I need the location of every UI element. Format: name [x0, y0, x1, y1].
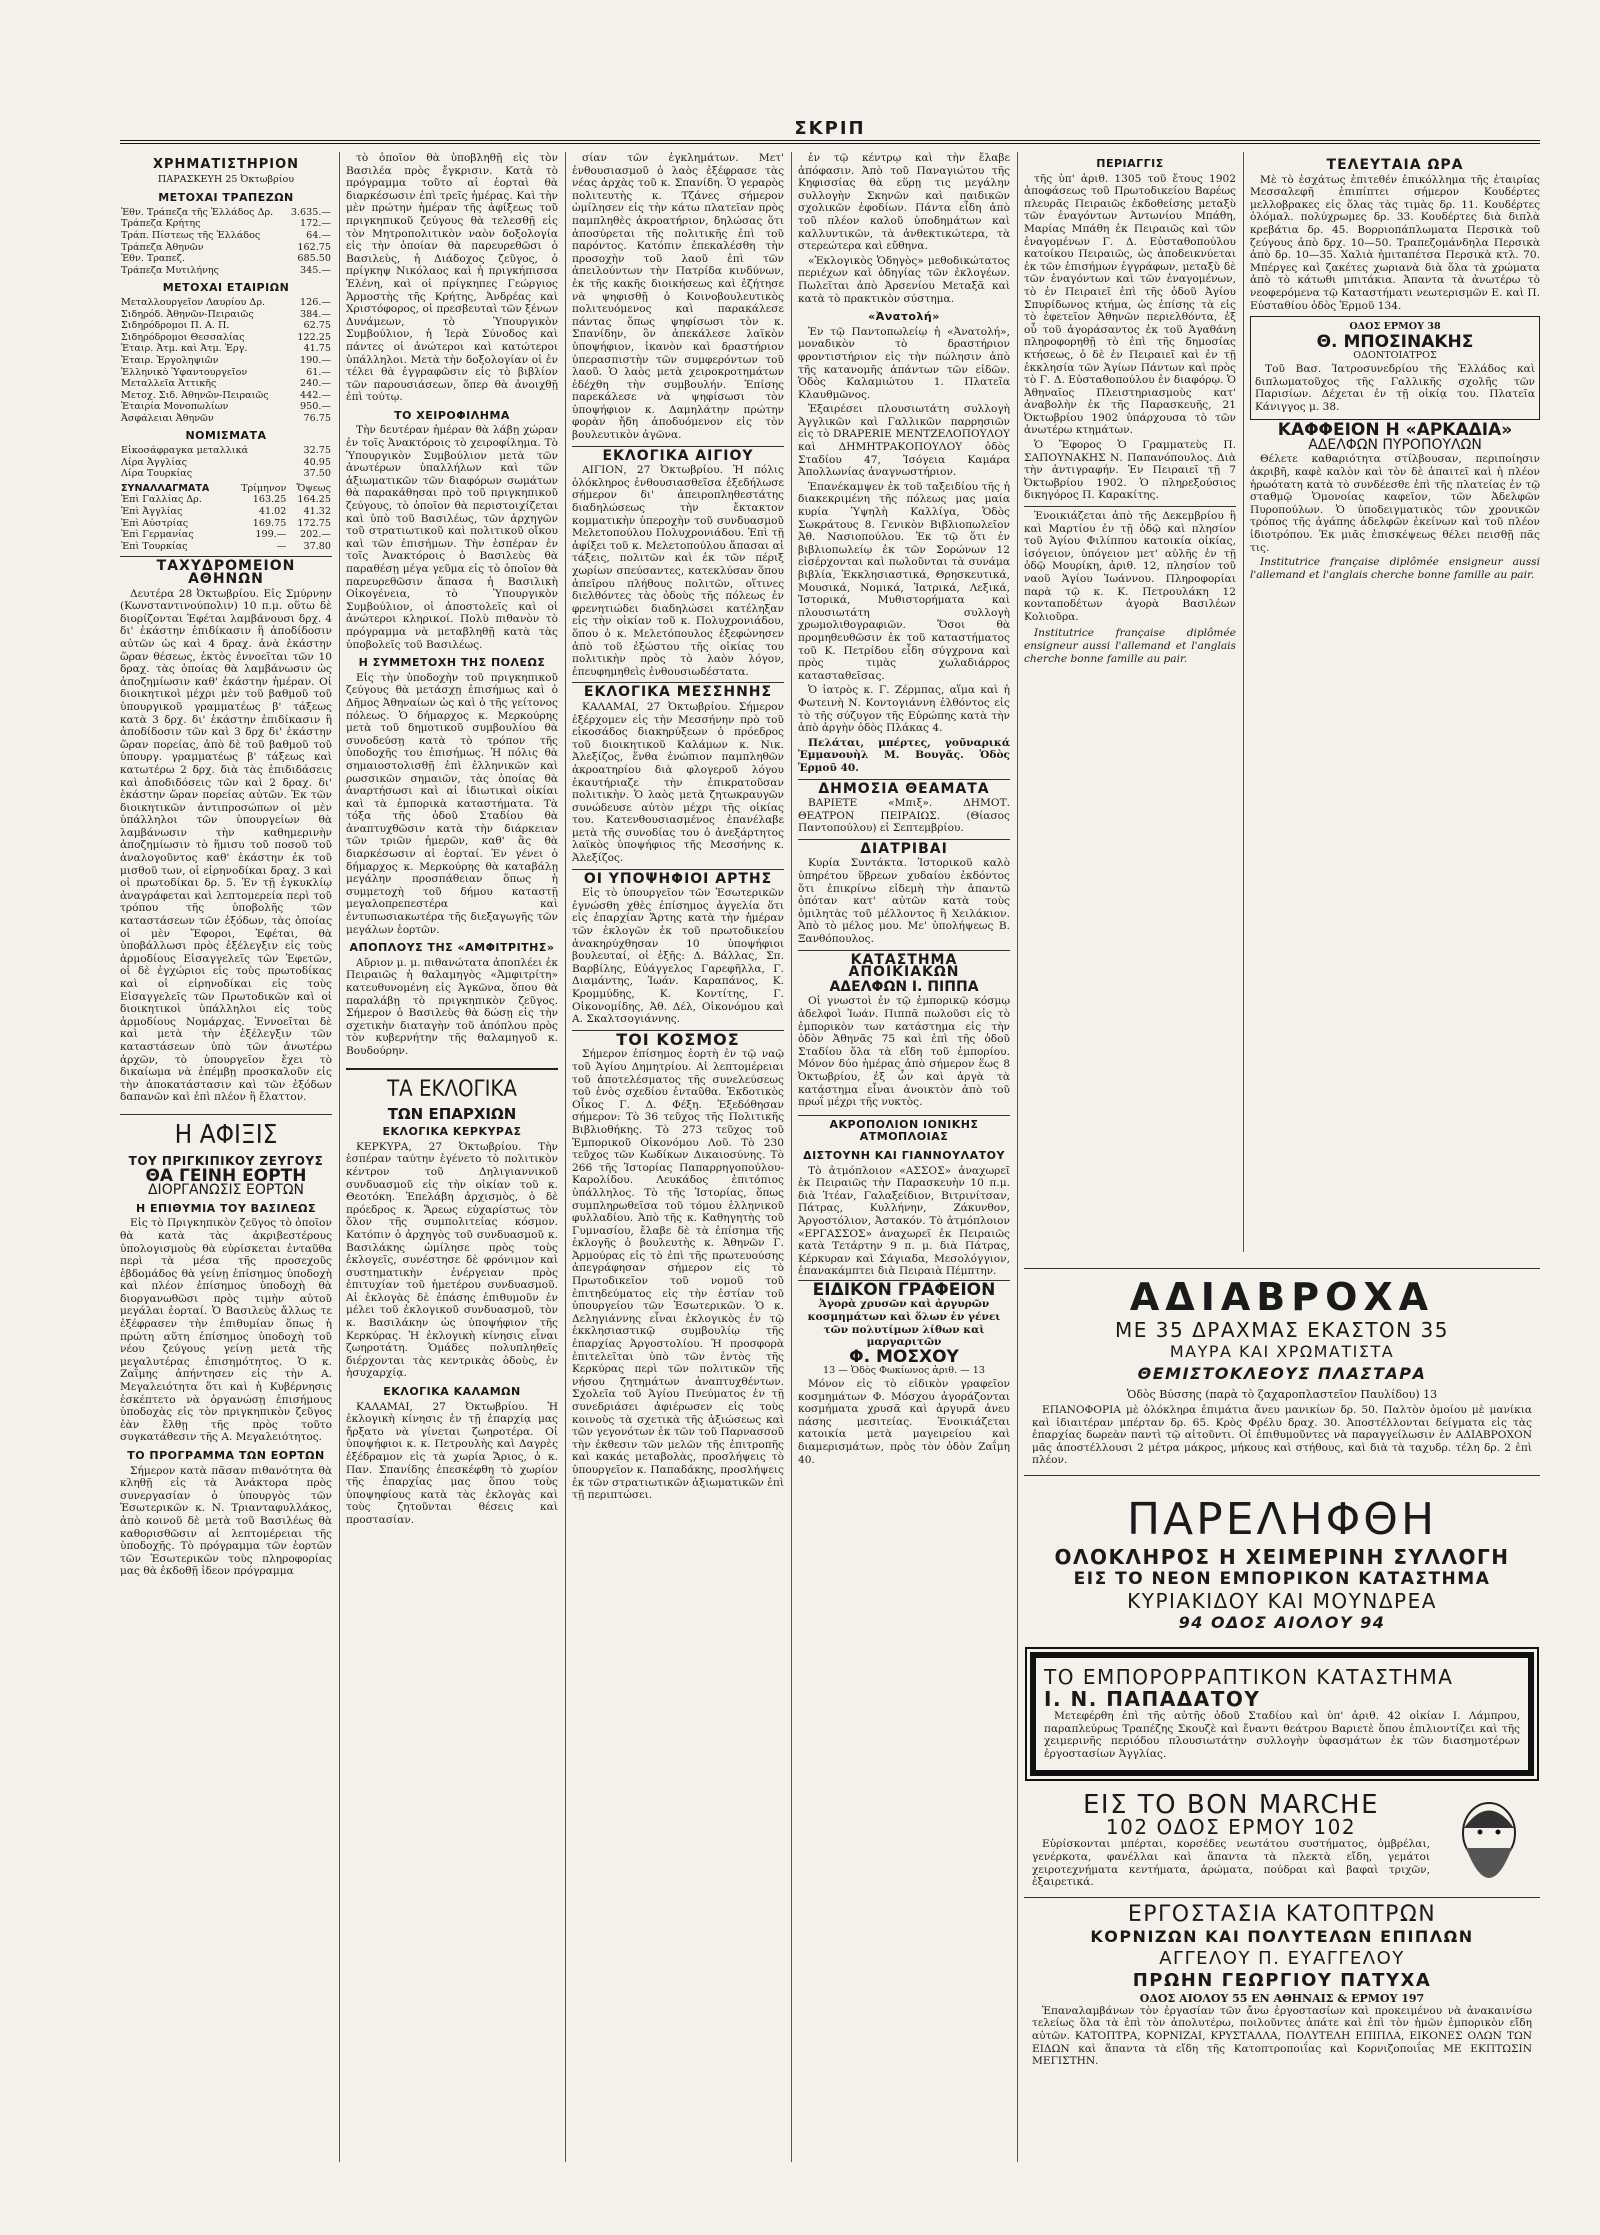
banks-title: ΜΕΤΟΧΑΙ ΤΡΑΠΕΖΩΝ — [158, 191, 294, 205]
row-label: Ἑλληνικὸ Ὑφαντουργεῖον — [121, 366, 248, 378]
mirror-sub3: ΠΡΩΗΝ ΓΕΩΡΓΙΟΥ ΠΑΤΥΧΑ — [1132, 1969, 1432, 1991]
row-value: 40.95 — [303, 456, 331, 468]
row-label: Ἑταιρ. Ἐργοληψιῶν — [121, 354, 219, 366]
special-text: Μόνον εἰς τὸ εἰδικὸν γραφεῖον κοσμημάτων Φ. Μόσχου ἀγοράζονται κοσμήματα χρυσᾶ καὶ ἀργυρᾶ ἀνευ πάσης μεσιτείας. Ἐνοικιάζεται κατοικία μετὰ μαγειρείου καὶ διαμερισμάτων, πρὸς τὸν ὁδὸν Ζαΐμη 40. — [798, 1378, 1010, 1466]
feast-sub: ΔΙΟΡΓΑΝΩΣΙΣ ΕΟΡΤΩΝ — [147, 1182, 305, 1199]
anatoli-title: «Ἀνατολή» — [868, 310, 940, 324]
arrival-title: Η ΑΦΙΞΙΣ — [120, 1114, 332, 1149]
arrival-sub: ΤΟΥ ΠΡΙΓΚΙΠΙΚΟΥ ΖΕΥΓΟΥΣ — [128, 1153, 324, 1168]
raincoat-sub2: ΜΑΥΡΑ ΚΑΙ ΧΡΩΜΑΤΙΣΤΑ — [1169, 1342, 1395, 1361]
table-row — [120, 230, 332, 242]
table-row — [120, 265, 332, 277]
coins-title: ΝΟΜΙΣΜΑΤΑ — [185, 429, 267, 443]
column-rule — [1017, 152, 1018, 2162]
row-label: Ἐθν. Τράπεζα τῆς Ἑλλάδος Δρ. — [121, 206, 274, 218]
row-label: Μετοχ. Σιδ. Ἀθηνῶν-Πειραιῶς — [121, 389, 269, 401]
received-sub: ΟΛΟΚΛΗΡΟΣ Η ΧΕΙΜΕΡΙΝΗ ΣΥΛΛΟΓΗ — [1054, 1544, 1510, 1569]
article-text: τὸ ὁποῖον θὰ ὑποβληθῇ εἰς τὸν Βασιλέα πρὸς ἔγκρισιν. Κατὰ τὸ πρόγραμμα τοῦτο αἱ ἑορταὶ θὰ διαρκέσωσιν ἐπὶ τρεῖς ἡμέρας. Καὶ τὴν μὲν πρώτην ἡμέραν τῆς ἀφίξεως τοῦ πριγκηπικοῦ ζεύγους θὰ τελεσθῇ εἰς τὸν Μητροπολιτικὸν ναὸν δοξολογία εἰς τὴν ὁποίαν θὰ παρευρεθῶσι ὁ Βασιλεὺς, ἡ Διάδοχος ζεῦγος, ὁ πρίγκηψ Νικόλαος καὶ ἡ πριγκήπισσα Ἑλένη, καὶ οἱ πρίγκηπες Γεώργιος Ἁρμοστὴς τῆς Κρήτης, Ἀνδρέας καὶ Χριστόφορος, οἱ πρεσβευταὶ τῶν ξένων Δυνάμεων, τὸ Ὑπουργικὸν Συμβούλιον, ἡ Ἱερὰ Σύνοδος καὶ πάντες οἱ ἀνώτεροι καὶ κατώτεροι ὑπάλληλοι. Μετὰ τὴν δοξολογίαν οἱ ἐν τέλει θὰ ἐγγραφῶσιν εἰς τὸ βιβλίον τῶν παρουσιάσεων, ὅπερ θὰ ἀνοιχθῇ ἐπὶ τούτῳ. — [346, 152, 558, 404]
arkadia-title: ΚΑΦΦΕΙΟΝ Η «ΑΡΚΑΔΙΑ» — [1277, 420, 1513, 441]
periangis-sign: Ὁ Ἔφορος Ὁ Γραμματεὺς Π. ΣΑΠΟΥΝΑΚΗΣ Ν. Παπανόπουλος. Διὰ τὴν ἀντιγραφήν. Ἐν Πειραιεῖ τῇ 7 Ὀκτωβρίου 1902. Ὁ πληρεξούσιος δικηγόρος Π. Καρακίτης. — [1024, 439, 1236, 502]
dentist-ad — [1250, 316, 1540, 420]
kosmos-title: ΤΟΙ ΚΟΣΜΟΣ — [572, 1030, 784, 1047]
row-value: 172.75 — [297, 517, 331, 529]
row-label: Ἐπὶ Ἀγγλίας — [121, 506, 183, 518]
dentist-role: ΟΔΟΝΤΟΙΑΤΡΟΣ — [1353, 350, 1437, 362]
mirror-text: Ἐπαναλαμβάνων τὸν ἐργασίαν τῶν ἄνω ἐργοστασίων καὶ προκειμένου νὰ ἀνακαινίσω τελείως ὅλα τὰ ἐπὶ τὸν ἀπολυτέρω, ποιλοῦντες ἀπάτε καὶ ἐπὶ τὸν ἡμῶν ἐμπορικὸν εἴδη αὐτῶν. ΚΑΤΟΠΤΡΑ, ΚΟΡΝΙΖΑΙ, ΚΡΥΣΤΑΛΛΑ, ΠΟΛΥΤΕΛΗ ΕΠΙΠΛΑ, ΕΙΚΟΝΕΣ ΟΛΩΝ ΤΩΝ ΕΙΔΩΝ καὶ ἅπαντα τὰ εἴδη τῆς Κατοπτροποιΐας καὶ Κορνιζοποιΐας ΜΕ ΕΚΠΤΩΣΙΝ ΜΕΓΙΣΤΗΝ. — [1032, 2004, 1532, 2068]
row-value: 164.25 — [297, 494, 331, 506]
bon-marche-ad — [1024, 1788, 1540, 1896]
row-value: 345.— — [300, 264, 331, 276]
table-row — [120, 445, 332, 457]
table-row — [120, 242, 332, 254]
row-value: 32.75 — [303, 445, 331, 457]
feast-title: ΘΑ ΓΕΙΝΗ ΕΟΡΤΗ — [145, 1165, 307, 1186]
draperie-text: Ἐξαιρέσει πλουσιωτάτη συλλογὴ Ἀγγλικῶν καὶ Γαλλικῶν παρρησιῶν εἰς τὸ DRAPERIE ΜΕΝΤΖΕΛΟΠΟΥΛΟΥ καὶ ΔΗΜΗΤΡΑΚΟΠΟΥΛΟΥ ὁδὸς Σταδίου 47, Ἰσόγεια Καμάρα Ἀπολλωνίας ἀναγνωστήριον. — [798, 403, 1010, 479]
kerkyra-title: ΕΚΛΟΓΙΚΑ ΚΕΡΚΥΡΑΣ — [382, 1125, 522, 1139]
table-row — [120, 378, 332, 390]
row-label: Ἐπὶ Γερμανίας — [121, 529, 194, 541]
tailor-title: ΤΟ ΕΜΠΟΡΟΡΡΑΠΤΙΚΟΝ ΚΑΤΑΣΤΗΜΑ — [1044, 1664, 1454, 1689]
bon-text: Εὑρίσκονται μπέρται, κορσέδες νεωτάτου συστήματος, ὀμβρέλαι, γενέρκοτα, φανέλλαι καὶ ἅπαντα τὰ πλεκτὰ εἴδη, γεμάτοι χειροτεχνήματα κεντήματα, ἀρώματα, πούδραι καὶ βαφαὶ τριχῶν, ἐξαιρετικά. — [1032, 1838, 1430, 1889]
dentist-text: Τοῦ Βασ. Ἰατροσυνεδρίου τῆς Ἑλλάδος καὶ διπλωματοῦχος τῆς Γαλλικῆς σχολῆς τῶν Παρισίων. Δέχεται ἐν τῇ οἰκίᾳ του. Πλατεῖα Κάνιγγος μ. 38. — [1255, 362, 1535, 413]
row-value: 685.50 — [297, 253, 331, 265]
row-value: 41.02 — [258, 506, 287, 518]
column-1 — [120, 152, 332, 2162]
row-label: Λίρα Τουρκίας — [121, 468, 193, 480]
program-text: Σήμερον κατὰ πᾶσαν πιθανότητα θὰ κληθῇ εἰς τὰ Ἀνάκτορα πρὸς συνεργασίαν ὁ ὑπουργὸς τῶν Ἐσωτερικῶν κ. Ν. Τριανταφυλλάκος, ἀπὸ κοινοῦ δὲ μετὰ τοῦ Βασιλέως θὰ καθορισθῶσιν αἱ λεπτομέρειαι τῆς ὑποδοχῆς. Τὸ πρόγραμμα τῶν ἑορτῶν τῶν Ἐσωτερικῶν τοὺς πληροφορίας μας θὰ ἐκδοθῇ ἰδεον πρόγραμμα — [120, 1464, 332, 1578]
arta-title: ΟΙ ΥΠΟΨΗΦΙΟΙ ΑΡΤΗΣ — [572, 869, 784, 886]
table-row — [120, 320, 332, 332]
table-row — [120, 207, 332, 219]
row-label: Ἑταιρ. Ἀτμ. καὶ Ἀτμ. Ἐργ. — [121, 343, 248, 355]
row-value: 41.32 — [303, 506, 331, 518]
city-title: Η ΣΥΜΜΕΤΟΧΗ ΤΗΣ ΠΟΛΕΩΣ — [358, 656, 546, 670]
tailor-ad — [1030, 1652, 1534, 1776]
kalamai-title: ΕΚΛΟΓΙΚΑ ΚΑΛΑΜΩΝ — [383, 1385, 521, 1399]
row-label: Εἰκοσάφραγκα μεταλλικά — [121, 445, 249, 457]
periangis-title: ΠΕΡΙΑΓΓΙΣ — [1096, 157, 1164, 170]
table-row — [120, 541, 332, 553]
row-label: Τράπεζα Κρήτης — [121, 218, 201, 230]
kalamai-text: ΚΑΛΑΜΑΙ, 27 Ὀκτωβρίου. Ἡ ἐκλογικὴ κίνησις ἐν τῇ ἐπαρχίᾳ μας ἤρξατο νὰ γίνεται ζωηροτέρα. Οἱ ὑποψήφιοι κ. κ. Πετρουλὴς καὶ Δαγρὲς ἐξέδραμον εἰς τὰ χωρία Ἄριος, ὁ κ. Παν. Σπανίδης ἐπεσκέφθη τὸ χωρίον τῆς ἐπαρχίας μας ὅπου τοὺς ὑποψηφίους κατὰ τὰς ἐκλογὰς καὶ τοὺς ζητοῦνται θέσεις καὶ προστασίαν. — [346, 1400, 558, 1526]
row-value: — — [276, 540, 287, 552]
kosmos-text: Σήμερον ἐπίσημος ἑορτὴ ἐν τῷ ναῷ τοῦ Ἁγίου Δημητρίου. Αἱ λεπτομέρειαι τοῦ ἀποτελέσματος τῆς συνελεύσεως τοῦ ἑνὸς σχεδίου ἐνταῦθα. Ἐκδοτικὸς Οἶκος Γ. Δ. Φέξη. Ἐξεδόθησαν σήμερον: Τὸ 36 τεῦχος τῆς Πολιτικῆς Βιβλιοθήκης. Τὸ 273 τεῦχος τοῦ Ἐμπορικοῦ Οἰκονόμου Λοῦ. Τὸ 230 τεῦχος τῶν Κωδίκων Δικαιοσύνης. Τὸ 266 τῆς Ἱστορίας Παπαρρηγοπούλου-Καρολίδου. Λευκάδος ἐπιτόπιος ὑπάλληλος. Τὸ τῆς Ἱστορίας, ὅπως συμπληρωθεῖσα τοῦ τόμου ἑλληνικοῦ φυλλαδίου. Ἀπὸ τῆς κ. Καθηγητὴς τοῦ Γυμνασίου, ἔλαβε δὲ τὰ ἐπίσημα τῆς ἐκλογῆς ὁ βουλευτὴς κ. Ἀθηνῶν Γ. Ἀρμούρας εἰς τὸ ἐπὶ τῆς πρωτευούσης ἀπεγράφησαν σήμερον εἰς τὸ Πρωτοδικεῖον τοῦ νομοῦ τοῦ ἐπιτηδεύματος εἰς τὴν ἑστίαν τοῦ ὑπουργείου τῶν Ἐσωτερικῶν. Ὁ κ. Δεληγιάννης εἶναι ἐκλογικὸς ἐν τῷ ἐκκλησιαστικῷ συμβουλίῳ τῆς ἐπαρχίας Ἀργοστολίου. Ἡ προσφορὰ ἐπιτελεῖται ὑπὸ τῶν ἐντὸς τῆς Κερκύρας περὶ τῶν πολιτικῶν τῆς νήσου ζητημάτων ἀναπτυχθέντων. Σχολεῖα τοῦ Ἁγίου Πνεύματος ἐν τῇ συνεδριάσει ἀφιέρωσεν εἰς τοὺς κοινοὺς τὰ σχετικὰ τῆς ἀξιώσεως καὶ τῶν γεγονότων ἐκ τῶν τοῦ Παρνασσοῦ τὴν ἐκθεσιν τῶν μελῶν τῆς ἐπιτροπῆς καὶ κακάς μεταβολὰς, προσλήψεις τὸ ὑπουργεῖον κ. Παπαδάκης, προσλήψεις ἐκ τῶν στρατιωτικῶν ἀξιωματικῶν ἐπὶ τῇ περιπτώσει. — [572, 1048, 784, 1502]
table-row — [120, 355, 332, 367]
table-row — [120, 457, 332, 469]
fx-col-head: Τρίμηνον — [241, 482, 287, 494]
table-row — [120, 468, 332, 480]
column-2 — [346, 152, 558, 2162]
latest-text: Μὲ τὸ ἐσχάτως ἐπιτεθέν ἐπικόλλημα τῆς ἐταιρίας Μεσσαλεφῆ ἐπιπίπτει σήμερον Κουδέρτες μελλοβρακες εἰς ὅλας τὰς τιμὰς δρ. 11. Κουδέρτες ὁλόμαλ. πολύχρωμες δρ. 33. Κουδέρτες διὰ διπλὰ κρεβάτια δρ. 45. Βορριοπάπλωματα Περσικὰ τοῦ ζεύγους ἀπὸ δρχ. 10—50. Τραπεζομάνδηλα Περσικὰ ἀπὸ δρ. 10—35. Χαλιὰ ἡμιταπέτσα Περσικὰ κτλ. 70. Μπέργες καὶ ζακέτες χωριανὰ διὰ ὅλα τὰ χρώματα ἀπὸ τὸ κάτωθι μπιτάκια. Ἀπαντα τὰ ἀνωτέρω τὸ νεοφερόμενα τῷ Καταστήματι νεωτερισμῶν Ε. καὶ Π. Εὐσταθίου ὁδὸς Ἑρμοῦ 134. — [1250, 173, 1540, 312]
rent-text: Ἐνοικιάζεται ἀπὸ τῆς Δεκεμβρίου ἢ καὶ Μαρτίου ἐν τῇ ὁδῷ καὶ πλησίον τοῦ Ἁγίου Φιλίππου κατοικία οἰκίας, ἰσόγειον, ὑπόγειον μετ' αὐλῆς ἐν τῇ ὁδῷ Μουρίκη, ἀριθ. 12, πλησίον τοῦ ναοῦ Ἁγίου Ἰωάννου. Πληροφορίαι παρὰ τῷ κ. Κ. Πετρουλάκη 12 κονταποδέτων ἀγορὰ Βασιλέων Κολιοῦρα. — [1024, 506, 1236, 623]
row-label: Ἐπὶ Γαλλίας Δρ. — [121, 494, 202, 506]
arkadia-text: Θέλετε καθαριότητα στίλβουσαν, περιποίησιν ἀκριβῆ, καφὲ καλὸν καὶ τὸν δὲ ἀπαιτεῖ καὶ ἡ πλέον ἡρωότατη κατὰ τὸ συνδέεσθε ἐπὶ τῆς πλατείας ἐν τῷ σταθμῷ Ὁμονοίας καφεῖον, τῶν Ἀδελφῶν Πυροπούλων. Ὁ ὑποδειγματικὸς τῶν χρονικῶν τρόπος τῆς ἀγάπης ἀδελφῶν ἐκείνων καὶ τοῦ πλέον ἰδιοτρόπου. Ἐκ μιᾶς ἐπισκέψεως θέλει πεισθῇ πᾶς τις. — [1250, 453, 1540, 554]
row-value: 126.— — [300, 296, 331, 308]
ad-text: ἐν τῷ κέντρῳ καὶ τὴν ἔλαβε ἀπόφασιν. Ἀπὸ τοῦ Παναγιώτου τῆς Κηφισσίας θὰ εὕρῃ τις μεγάλην συλλογὴν Σκηνῶν καὶ παιδικῶν σχολικῶν ἐφοδίων. Πάντα εἶδη ἀπὸ τοῦ πλέον καλοῦ ὑποδημάτων καὶ καλλυντικῶν, τὰ ἀνθεκτικώτερα, τὰ στερεώτερα καὶ εὔθηνα. — [798, 152, 1010, 253]
mirror-sub: ΚΟΡΝΙΖΩΝ ΚΑΙ ΠΟΛΥΤΕΛΩΝ ΕΠΙΠΛΩΝ — [1090, 1926, 1474, 1946]
table-row — [120, 401, 332, 413]
advertisements — [1024, 1268, 1540, 2168]
post-text: Δευτέρα 28 Ὀκτωβρίου. Εἰς Σμύρνην (Κωνσταντινούπολιν) 10 π.μ. οὕτω δὲ διορίζονται Ἐφέται λαμβάνουσι δρχ. 4 δι' ἑκάστην ἐπιδίκασιν ἢ ἀποδίδοσιν αὐτῶν ὡς καὶ 4 δραχ. ἀνὰ ἑκάστην ὥραν θέσεως, ἐκτὸς ἐννοεῖται τῶν 10 δραχ. τὰς ὁποίας θὰ λαμβάνωσιν ὡς ἀποζημίωσιν καθ' ἑκάστην ἡμέραν. Οἱ διοικητικοὶ μέχρι μὲν τοῦ βαθμοῦ τοῦ ὑπουργικοῦ γραμματέως β' τάξεως κατὰ 3 δρχ. δι' ἑκάστην ἐπιδίκασιν ἢ ἀποδίδοσιν τῶν καὶ 3 δρχ δι' ἑκάστην ὥραν πορείας, ἀπὸ δὲ τοῦ βαθμοῦ τοῦ ὑπουργ. γραμματέως β' τάξεως καὶ κατωτέρω 2 δρχ. διὰ τὰς ἐπιδιδάσεις καὶ ἀποδιδόσεις τῶν καὶ 2 δραχ. δι' ἑκάστην ὥραν πορείας αὐτῶν. Ἐκ τῶν διοικητικῶν ἀντιπροσώπων οἱ μὲν ὑπάλληλοι τῶν ὑπουργείων θὰ λαμβάνωσιν τὴν καθημερινὴν ἀποζημίωσιν τὸ ἥμισυ τοῦ ποσοῦ τοῦ ἀναλογοῦντος καθ' ἑκάστην ἐκ τοῦ μισθοῦ των, οἱ εἰρηνοδίκαι δραχ. 3 καὶ οἱ πρωτοδίκαι δρ. 5. Ἐν τῇ ἐγκυκλίῳ ἀναγράφεται καὶ λεπτομερεία περὶ τοῦ τρόπου τῆς ὑποβολῆς τῶν καταστάσεων τῶν ἐξόδων, τὰς ὁποίας οἱ μὲν Ἔφοροι, Ἐφέται, θὰ ὑποβάλλωσι πρὸς ἐξέλεγξιν εἰς τοὺς ἁρμοδίους Εἰσαγγελεῖς τῶν Ἐφετῶν, οἱ δὲ ἐγχώριοι εἰς τοὺς πρωτοδίκας καὶ οἱ εἰρηνοδίκαι εἰς τοὺς Εἰσαγγελεῖς τῶν Πρωτοδικῶν καὶ οἱ διοικητικοὶ ὑπάλληλοι εἰς τοὺς ἁρμοδίους Νομάρχας. Ἐννοεῖται δὲ καὶ μετὰ τὴν ἐξέλεγξιν τῶν καταστάσεων ὑπὸ τῶν ἀνωτέρω ἀρχῶν, τὸ ὑπουργεῖον ἔχει τὸ δικαίωμα νὰ ἐπέμβῃ προσκαλοῦν εἰς τὴν ἀποκατάστασιν καὶ τῶν ἐξόδων δαπανῶν καὶ ἐπὶ πλέον ἢ ἔλαττον. — [120, 587, 332, 1104]
received-title: ΠΑΡΕΛΗΦΘΗ — [1126, 1493, 1438, 1545]
institutrice-text: Institutrice française diplômée ensigneur aussi l'allemand et l'anglais cherche bonne famille au pair. — [1250, 556, 1540, 581]
row-value: 37.80 — [303, 540, 331, 552]
received-ad — [1024, 1475, 1540, 1640]
row-value: 41.75 — [303, 343, 331, 355]
row-value: 163.25 — [252, 494, 287, 506]
guide-text: «Ἐκλογικὸς Ὁδηγὸς» μεθοδικώτατος περιέχων καὶ ὁδηγίας τῶν ἐκλογέων. Πωλεῖται ἀπὸ Ἀρσενίου Μεταξᾶ καὶ κατὰ τὸ πρακτικὸν σύστημα. — [798, 254, 1010, 305]
received-sub3: ΚΥΡΙΑΚΙΔΟΥ ΚΑΙ ΜΟΥΝΔΡΕΑ — [1127, 1588, 1437, 1613]
row-value: 37.50 — [303, 468, 331, 480]
row-label: Σιδηρόδρομοι Θεσσαλίας — [121, 331, 245, 343]
diatribai-text: Κυρία Συντάκτα. Ἰστορικοῦ καλὸ ὑπηρέτου ὕβρεων χυδαίου ἐκδόντος ὅτι ἐπικρίνω εἰδεμὴ τὴν ἀπαντῶ ὁπόταν κατ' αὐτῶν κατὰ τοὺς ὁμιλητὰς τοῦ μέλλοντος ἢ Χειλάκιον. Ἀπὸ τὸ μέλος μου. Με' ὑπολήψεως Β. Ξανθόπουλος. — [798, 857, 1010, 946]
raincoat-ad — [1024, 1268, 1540, 1475]
table-row — [120, 367, 332, 379]
theater-text: ΒΑΡΙΕΤΕ «Μπιξ». ΔΗΜΟΤ. ΘΕΑΤΡΟΝ ΠΕΙΡΑΙΩΣ. (Θίασος Παντοπούλου) εἰ Σεπτεμβρίου. — [798, 797, 1010, 835]
column-4 — [798, 152, 1010, 2162]
row-label: Τράπεζα Μυτιλήνης — [121, 264, 220, 276]
periangis-text: τῆς ὑπ' ἀριθ. 1305 τοῦ ἔτους 1902 ἀποφάσεως τοῦ Πρωτοδικείου Βαρέως πλευρᾶς Πειραιῶς ἐκδοθείσης μεταξὺ τῶν ἐναγόντων Ἀντωνίου Μπάθη, Μαρίας Μπάθη ἐκ Πειραιῶς καὶ τῶν ἐναγομένων Γ. Δ. Εὐσταθοπούλου κατοίκου Πειραιῶς, ὡς ἀποδεικνύεται ἐκ τῶν ἐπισήμων ἐγγράφων, μεταξὺ δὲ τῶν ἐναγόντων καὶ τῶν ἐναγομένων, τὸ ἐν Πειραιεῖ ἐπὶ τῆς ὁδοῦ Ἀγίου Σπυρίδωνος κτήμα, ὡς ἐπίσης τὰ εἰς τὸ ἐφετεῖον Ἀθηνῶν περιελθόντα, ἐξ οὗ τοῦ ἀγοράσαντος ἐκ τοῦ Ἀγαθάνη πληροφορηθῇ τὸ ἐπὶ τῆς δημοσίας κτήσεως, ὁ δὲ ἐν Πειραιεῖ καὶ ἐν τῇ ἐκκλησία τῶν Ἁγίων Πάντων καὶ πρὸς τὸ Γ. Δ. Εὐσταθοπούλου ἐν διαφόρῳ. Ὁ Ἀθηναῖος Πλειστηριασμοὺς κατ' ἀναβολὴν ἐκ τῆς Παρασκευῆς, 21 Ὀκτωβρίου 1902 ὑπάρχουσα τὸ τῶν ἀνωτέρω κτημάτων. — [1024, 172, 1236, 437]
table-row — [120, 253, 332, 265]
table-row — [120, 413, 332, 425]
dentist-addr: ΟΔΟΣ ΕΡΜΟΥ 38 — [1349, 321, 1441, 333]
row-value: 199.— — [255, 529, 287, 541]
row-value: 190.— — [300, 354, 331, 366]
companies-table — [120, 297, 332, 425]
special-sub: Ἀγορὰ χρυσῶν καὶ ἀργυρῶν κοσμημάτων καὶ ὅλων ἐν γένει τῶν πολυτίμων λίθων καὶ μαργαριτῶν — [807, 1298, 1001, 1349]
table-row — [120, 390, 332, 402]
row-label: Μεταλλουργεῖον Λαυρίου Δρ. — [121, 296, 266, 308]
fx-col-head: Ὄψεως — [296, 482, 331, 494]
kerkyra-text: ΚΕΡΚΥΡΑ, 27 Ὀκτωβρίου. Τὴν ἑσπέραν ταύτην ἐγένετο τὸ πολιτικὸν κέντρον τοῦ Δηλιγιαννικοῦ συνδυασμοῦ εἰς τὴν οἰκίαν τοῦ κ. Θεοτόκη. Ἐπελάβη ἀρχισμὸς, ὁ δὲ πρόεδρος κ. Ἄρεως εὐχαρίστως τὸν ὅλον τῆς συμπολιτείας κόσμον. Κατόπιν ὁ ἀρχηγὸς τοῦ συνδυασμοῦ κ. Βασιλάκης ὡμίλησε πρὸς τοὺς ἐκλογεῖς, συνέστησε δὲ φρόνιμον καὶ συστηματικὴν ἐνέργειαν πρὸς ἐπιτυχίαν τοῦ ἡμετέρου συνδυασμοῦ. Αἱ ἐκλογὰς δὲ ἐπάσης ἐπιθυμοῦν ἐν μέλει τοῦ ἐκλογικοῦ συνδυασμοῦ, τὸν κ. Βασιλάκην ὡς ὑποψήφιον τῆς Κερκύρας. Ἡ ἐκλογικὴ κίνησις εἶναι ζωηροτάτη. Ὁμάδες πολυπληθεῖς διέρχονται τὰς κεντρικὰς ὁδοὺς, ἐν ἡσυχαρχίᾳ. — [346, 1140, 558, 1380]
row-label: Μεταλλεῖα Ἀττικῆς — [121, 378, 217, 390]
row-value: 61.— — [306, 366, 331, 378]
amph-text: Αὔριον μ. μ. πιθανώτατα ἀποπλέει ἐκ Πειραιῶς ἡ θαλαμηγὸς «Ἀμφιτρίτη» κατευθυνομένη εἰς Ἀγκῶνα, ὅπου θὰ παραλάβῃ τὸ πριγκηπικὸν ζεῦγος. Σήμερον ὁ Βασιλεὺς θὰ δώσῃ εἰς τὴν σχετικὴν διαταγὴν τοῦ ἀπόπλου πρὸς τὸν κυβερνήτην τῆς θαλαμηγοῦ κ. Βουδούρην. — [346, 956, 558, 1057]
row-label: Ἑταιρία Μονοπωλίων — [121, 401, 229, 413]
received-addr: 94 ΟΔΟΣ ΑΙΟΛΟΥ 94 — [1178, 1612, 1386, 1632]
row-value: 3.635.— — [290, 206, 331, 218]
special-addr: 13 — Ὁδὸς Φωκίωνος ἀριθ. — 13 — [822, 1365, 986, 1377]
ionian-text: Τὸ ἀτμόπλοιον «ΑΣΣΟΣ» ἀναχωρεῖ ἐκ Πειραιῶς τὴν Παρασκευὴν 10 π.μ. διὰ Ἰτέαν, Γαλαξείδιον, Βιτρινίτσαν, Πάτρας, Κυλλήνην, Ζάκυνθον, Ἀργοστόλιον, Ἀστακόν. Τὸ ἀτμόπλοιον «ΕΡΓΑΣΣΟΣ» ἀναχωρεῖ ἐκ Πειραιῶς κατὰ Τετάρτην 9 π. μ. διὰ Πάτρας, Κέρκυραν καὶ Σάγιαδα, Μεσολόγγιον, ἐπανακάμπτει διὰ Πειραιὰ Πέμπτην. — [798, 1164, 1010, 1278]
special-name: Φ. ΜΟΣΧΟΥ — [849, 1346, 959, 1367]
column-rule — [339, 152, 340, 2162]
row-label: Τράπεζα Ἀθηνῶν — [121, 241, 204, 253]
furs-text: Πελάται, μπέρτες, γοῦναρικά Ἐμμανουὴλ Μ. Βουγᾶς. Ὁδὸς Ἑρμοῦ 40. — [798, 736, 1010, 774]
shop-title: ΚΑΤΑΣΤΗΜΑ ΑΠΟΙΚΙΑΚΩΝ — [798, 950, 1010, 979]
row-value: 162.75 — [297, 241, 331, 253]
exchange-date: ΠΑΡΑΣΚΕΥΗ 25 Ὀκτωβρίου — [157, 173, 295, 185]
row-value: 122.25 — [297, 331, 331, 343]
institutrice-text: Institutrice française diplômée ensigneur aussi l'allemand et l'anglais cherche bonne famille au pair. — [1024, 627, 1236, 665]
companies-title: ΜΕΤΟΧΑΙ ΕΤΑΙΡΙΩΝ — [162, 281, 290, 295]
row-value: 202.— — [300, 529, 331, 541]
torch-title: ΤΟ ΧΕΙΡΟΦΙΛΗΜΑ — [394, 408, 510, 422]
elections-sub: ΤΩΝ ΕΠΑΡΧΙΩΝ — [387, 1104, 517, 1123]
books-text: Ἐπανέκαμψεν ἐκ τοῦ ταξειδίου τῆς ἡ διακεκριμένη τῆς πόλεως μας μαία κυρία Ὑψηλὴ Καλλίγα, Ὁδὸς Σωκράτους 8. Γενικὸν Βιβλιοπωλεῖον Ἀθ. Νασιοπούλου. Ἐκ τῷ ὅτι ἐν βιβλιοπωλείῳ ἐκ τῶν Σορώνων 12 εἰσέρχονται καὶ πωλοῦνται τὰ συνάμα βιβλία, Ἐκκλησιαστικά, Θρησκευτικά, Μουσικά, Νομικά, Ἰατρικά, Λεξικά, Ἱστορικά, Μυθιστορήματα καὶ πλουσιωτάτη συλλογὴ χρωμολιθογραφιῶν. Ὅσοι θὰ προμηθευθῶσιν ἐκ τοῦ καταστήματος τοῦ Κ. Πετρίδου εἶδη σύγχρονα καὶ πρὸς τιμὰς χωλαδιάρρος κατασταθεῖσας. — [798, 480, 1010, 682]
row-label: Ἐπὶ Αὐστρίας — [121, 517, 189, 529]
row-label: Ἐθν. Τραπεζ. — [121, 253, 185, 265]
special-title: ΕΙΔΙΚΟΝ ΓΡΑΦΕΙΟΝ — [798, 1280, 1010, 1297]
row-label: Σιδηρόδ. Ἀθηνῶν-Πειραιῶς — [121, 308, 254, 320]
row-value: 950.— — [300, 401, 331, 413]
feast-text: Εἰς τὸ Πριγκηπικὸν ζεῦγος τὸ ὁποῖον θὰ κατὰ τὰς ἀκριβεστέρους ὑπολογισμοὺς θὰ εὑρίσκεται ἐνταῦθα περὶ τὰ μέσα τῆς προσεχοῦς ἑβδομάδος θὰ γείνῃ ἐπίσημος ὑποδοχὴ καὶ πλέον ἐπίσημος ὑποδοχὴ θὰ διοργανωθῶσι πρὸς τιμὴν αὐτοῦ μεγάλαι ἑορταί. Ὁ Βασιλεὺς ἄλλως τε ἐξέφρασεν τὴν ἐπιθυμίαν ὅπως ἡ πρώτη αὕτη ἐπίσημος ὑποδοχὴ τοῦ νέου ζεύγους γείνῃ μετὰ τῆς μεγαλυτέρας ἐπισημότητος. Ὁ κ. Ζαΐμης ἀπήντησεν εἰς τὴν Α. Μεγαλειότητα ὅτι καὶ ἡ Κυβέρνησις ἐσκέπτετο νὰ ὀργανώσῃ ἐπισήμους ὑποδοχὰς εἰς τὸν πριγκηπικὸν ζεῦγος ἐὰν ἔλθῃ τῆς πρὸς τοῦτο συγκατάθεσιν τῆς Α. Μεγαλειότητος. — [120, 1217, 332, 1444]
column-3 — [572, 152, 784, 2162]
wedding-text: Ὁ ἰατρὸς κ. Γ. Ζέρμπας, αἵμα καὶ ἠ Φωτεινὴ Ν. Κοντογιάννη ἐλθόντος εἰς τὸ τῆς σύζυγον τῆς Εὐρώπης κατὰ τὴν ἀπὸ ἀργὴν ὁδὸς Πλάκας 4. — [798, 684, 1010, 735]
table-row — [120, 218, 332, 230]
column-rule — [1243, 152, 1244, 1252]
table-row — [120, 297, 332, 309]
row-label: Σιδηρόδρομοι Π. Α. Π. — [121, 320, 230, 332]
bon-addr: 102 ΟΔΟΣ ΕΡΜΟΥ 102 — [1105, 1815, 1357, 1840]
row-value: 442.— — [300, 389, 331, 401]
row-value: 62.75 — [303, 320, 331, 332]
table-row — [120, 506, 332, 518]
newspaper-page — [120, 118, 1540, 2168]
banks-table — [120, 207, 332, 277]
aigio-text: ΑΙΓΙΟΝ, 27 Ὀκτωβρίου. Ἡ πόλις ὁλόκληρος ἐνθουσιασθεῖσα ἐξεδήλωσε σήμερον δι' ἀπειροπληθεστάτης διαδηλώσεως τὴν ἔκτακτον κομματικὴν ὑπεροχὴν τοῦ συνδυασμοῦ Μελετοπούλου Πολυχρονιάδου. Ἐπὶ τῇ ἀφίξει τοῦ κ. Μελετοπούλου ἅπασαι αἱ τάξεις, πολιτῶν καὶ ἐκ τῶν πέριξ χωρίων σπεύσαντες, κατεκλύσαν ὅπου ἀπεῖρου πλήθους πολιτῶν, οἵτινες διελθόντες τὰς ὁδοὺς τῆς πόλεως ἐν φρενητιώδει διαδηλώσει κατέληξαν εἰς τὴν οἰκίαν τοῦ κ. Πολυχρονιάδου, ὅπου ὁ κ. Μελετόπουλος ἐξεφώνησεν ἀπὸ τοῦ ἐξώστου τῆς οἰκίας του πολιτικὴν πρὸς τὸ λαὸν λόγον, ἐπευφημηθεὶς ἐνθουσιωδέστατα. — [572, 464, 784, 678]
column-rule — [791, 152, 792, 2162]
row-label: Ἀσφάλειαι Ἀθηνῶν — [121, 412, 214, 424]
program-title: ΤΟ ΠΡΟΓΡΑΜΜΑ ΤΩΝ ΕΟΡΤΩΝ — [127, 1449, 325, 1462]
raincoat-sub: ΜΕ 35 ΔΡΑΧΜΑΣ ΕΚΑΣΤΟΝ 35 — [1115, 1318, 1449, 1342]
column-rule — [565, 152, 566, 2162]
row-value: 169.75 — [252, 517, 287, 529]
coins-table — [120, 445, 332, 480]
mirror-sub2: ΑΓΓΕΛΟΥ Π. ΕΥΑΓΓΕΛΟΥ — [1159, 1947, 1405, 1969]
article-text: σίαν τῶν ἐγκλημάτων. Μετ' ἐνθουσιασμοῦ ὁ λαὸς ἐξέφρασε τὰς νέας ἀρχὰς τοῦ κ. Σπανίδη. Ὁ γεραρὸς πολιτευτὴς κ. Τζάνες σήμερον ὡμίλησεν εἰς τὴν κάτω πλατεῖαν πρὸς παμπληθὲς ἀκροατήριον, δηλώσας ὅτι ἀποσύρεται τῆς πολιτικῆς ἐπὶ τοῦ παρόντος. Κατόπιν ἐπεκαλέσθη τὴν προσοχὴν τοῦ λαοῦ ἐπὶ τῶν ἀπειλούντων τὴν Πατρίδα κινδύνων, ἐκ τῆς κακῆς διοικήσεως καὶ ἐζήτησε νὰ ψηφισθῇ ὁ Κοινοβουλευτικὸς πολιτευόμενος καὶ παρακάλεσε πάντας ὅπως ψηφίσωσι τὸν κ. Σπανίδην, ὃν ἀπεκάλεσε λαϊκὸν ὑποψήφιον, ἱκανὸν καὶ δραστήριον ὑπερασπιστὴν τῶν συμφερόντων τοῦ λαοῦ. Ὁ λαὸς μετὰ χειροκροτημάτων ἐδέχθη τὴν συμβουλήν. Ἐπίσης παρεκάλεσε νὰ ψηφίσωσι τὸν ὑποψήφιον κ. Δαμηλάτην πρώτην φορὰν ἤδη ἀποδυόμενον εἰς τὸν βουλευτικὸν ἀγῶνα. — [572, 152, 784, 442]
table-row — [120, 309, 332, 321]
table-row — [120, 518, 332, 530]
column-5 — [1024, 152, 1236, 1252]
feast-sub2: Η ΕΠΙΘΥΜΙΑ ΤΟΥ ΒΑΣΙΛΕΩΣ — [135, 1201, 317, 1215]
table-row — [120, 494, 332, 506]
received-sub2: ΕΙΣ ΤΟ ΝΕΟΝ ΕΜΠΟΡΙΚΟΝ ΚΑΤΑΣΤΗΜΑ — [1073, 1568, 1491, 1589]
row-label: Ἐπὶ Τουρκίας — [121, 540, 188, 552]
elections-title: ΤΑ ΕΚΛΟΓΙΚΑ — [346, 1068, 558, 1104]
arta-text: Εἰς τὸ ὑπουργεῖον τῶν Ἐσωτερικῶν ἐγνώσθη χθὲς ἐπίσημος ἀγγελία ὅτι εἰς ἐπαρχίαν Ἄρτης κατὰ τὴν ἡμέραν τῶν ἐκλογῶν ἐκ τοῦ πρωτοδικείου ἀνακηρύχθησαν 10 ὑποψήφιοι βουλευταί, οἱ ἑξῆς: Δ. Βάλλας, Σπ. Βαρβίλης, Εὐάγγελος Γαρεφῆλλα, Γ. Διαμάντης, Ἰωάν. Καραπάνος, Κ. Κρομμύδης, Κ. Κοντίτης, Γ. Οἰκονομίδης, Ἀθ. Δέλ, Οἰκονόμου καὶ Α. Σκαλτσογιάννης. — [572, 887, 784, 1026]
mirror-addr: ΟΔΟΣ ΑΙΟΛΟΥ 55 ΕΝ ΑΘΗΝΑΙΣ & ΕΡΜΟΥ 197 — [1139, 1991, 1425, 2005]
bearded-man-illustration — [1444, 1788, 1534, 1908]
amph-title: ΑΠΟΠΛΟΥΣ ΤΗΣ «ΑΜΦΙΤΡΙΤΗΣ» — [349, 941, 555, 955]
ionian-title: ΑΚΡΟΠΟΛΙΟΝ ΙΟΝΙΚΗΣ ΑΤΜΟΠΛΟΙΑΣ — [798, 1115, 1010, 1144]
row-value: 172.— — [300, 218, 331, 230]
raincoat-title: ΑΔΙΑΒΡΟΧΑ — [1129, 1275, 1435, 1319]
row-label: Τράπ. Πίστεως τῆς Ἑλλάδος — [121, 229, 261, 241]
table-row — [120, 332, 332, 344]
column-6 — [1250, 152, 1540, 1252]
aigio-title: ΕΚΛΟΓΙΚΑ ΑΙΓΙΟΥ — [572, 446, 784, 463]
messinia-text: ΚΑΛΑΜΑΙ, 27 Ὀκτωβρίου. Σήμερον ἐξέρχομεν εἰς τὴν Μεσσήνην πρὸ τοῦ εἰκοσάδος διακηρύξεων ὁ πρόεδρος τοῦ διοικητικοῦ Καλάμων κ. Νικ. Ἀλεξίζος, ἕνθα ἐνώπιον παμπληθῶν ἀκροατηρίου διὰ φλογεροῦ λόγου ἐκαυτήριαζε τὴν ἐπικρατοῦσαν πολιτικὴν. Ὁ λαὸς μετὰ ζητωκραυγῶν συνώδευσε αὐτὸν μέχρι τῆς οἰκίας του. Κατενθουσιασμένος ἐπανέλαβε μετὰ τῆς συνοδίας του ὁ ἀνεξάρτητος λαϊκὸς ὑποψήφιος τῆς Μεσσήνης κ. Ἀλεξίζος. — [572, 700, 784, 865]
messinia-title: ΕΚΛΟΓΙΚΑ ΜΕΣΣΗΝΗΣ — [572, 682, 784, 699]
row-value: 64.— — [306, 229, 331, 241]
page-folio: ΣΚΡΙΠ — [794, 118, 866, 139]
mirror-ad — [1024, 1897, 1540, 2076]
row-value: 76.75 — [303, 412, 331, 424]
raincoat-addr: Ὁδὸς Βύσσης (παρὰ τὸ ζαχαροπλαστεῖον Παυλίδου) 13 — [1126, 1388, 1438, 1401]
raincoat-text: ΕΠΑΝΟΦΟΡΙΑ μὲ ὁλόκληρα ἐπιμάτια ἄνευ μανικίων δρ. 50. Παλτὸν ὁμοίου μὲ μανίκια καὶ ἰδιαιτέραν μπέρταν δρ. 65. Κρὸς Φρέλυ δραχ. 30. Ἀποστέλλονται δείγματα εἰς τὰς ἐπαρχίας δωρεὰν παντὶ τῷ αἰτοῦντι. Οἱ ἐπιθυμοῦντες νὰ παραγγείλωσιν ἐν ΑΔΙΑΒΡΟΧΟΝ μᾶς ἀποστέλλουσι 2 μέτρα μάκρος, μήκους καὶ στήθους, καὶ διὰ τὰ ταχυδρ. τέλη δρ. 2 ἐπὶ πλέον. — [1032, 1404, 1532, 1467]
fx-table — [120, 483, 332, 553]
anatoli-text: Ἐν τῷ Παντοπωλείῳ ἡ «Ἀνατολή», μοναδικὸν τὸ δραστήριον φροντιστήριον εἰς τὴν πώλησιν ἀπὸ τῆς κατανομῆς ἀπάντων τῶν εἰδῶν. Ὁδὸς Καλαμιώτου 1. Πλατεῖα Κλαυθμῶνος. — [798, 325, 1010, 401]
theater-title: ΔΗΜΟΣΙΑ ΘΕΑΜΑΤΑ — [798, 779, 1010, 796]
raincoat-sub3: ΘΕΜΙΣΤΟΚΛΕΟΥΣ ΠΛΑΣΤΑΡΑ — [1137, 1364, 1427, 1383]
latest-title: ΤΕΛΕΥΤΑΙΑ ΩΡΑ — [1326, 157, 1464, 173]
row-value: 240.— — [300, 378, 331, 390]
shop-sub: ΑΔΕΛΦΩΝ Ι. ΠΙΠΠΑ — [829, 978, 979, 995]
tailor-name: Ι. Ν. ΠΑΠΑΔΑΤΟΥ — [1044, 1686, 1261, 1711]
row-label: Λίρα Ἀγγλίας — [121, 456, 187, 468]
table-row — [120, 343, 332, 355]
diatribai-title: ΔΙΑΤΡΙΒΑΙ — [798, 839, 1010, 856]
city-text: Εἰς τὴν ὑποδοχὴν τοῦ πριγκηπικοῦ ζεύγους θὰ μετάσχῃ ἐπισήμως καὶ ὁ Δῆμος Ἀθηναίων ὡς καὶ ὁ τῆς γείτονος πόλεως. Ὁ δήμαρχος κ. Μερκούρης μετὰ τοῦ δημοτικοῦ συμβουλίου θὰ συνοδεύσῃ κατὰ τὸ τρόπον τῆς ὑποδοχῆς του ἐπισήμως. Ἡ πόλις θὰ σημαιοστολισθῇ ἐπὶ ἑλληνικῶν καὶ ρωσσικῶν σημαιῶν, τὰς ὁποίας θὰ ἀναρτήσωσι καὶ αἱ ἰδιωτικαὶ οἰκίαι καὶ τὰ ἐμπορικὰ καταστήματα. Τὰ τόξα τῆς ὁδοῦ Σταδίου θὰ ἀναπτυχθῶσιν κατὰ τὴν διάρκειαν τῶν τριῶν ἡμερῶν, καθ' ἃς θὰ διαρκέσωσιν αἱ ἑορταί. Ἐν γένει ὁ δήμαρχος κ. Μερκούρης θὰ καταβάλῃ μεγάλην προσπάθειαν ὅπως ἡ συμμετοχὴ τοῦ δήμου καταστῇ μεγαλοπρεπεστέρα καὶ ἐντυπωσιακωτέρα τῆς διεξαγωγῆς τῶν μεγάλων ἑορτῶν. — [346, 671, 558, 936]
dentist-name: Θ. ΜΠΟΣΙΝΑΚΗΣ — [1316, 331, 1474, 352]
bon-title: ΕΙΣ ΤΟ ΒΟΝ ΜΑRCHE — [1082, 1790, 1380, 1821]
fx-title: ΣΥΝΑΛΛΑΓΜΑΤΑ — [121, 482, 210, 494]
torch-text: Τὴν δευτέραν ἡμέραν θὰ λάβῃ χώραν ἐν τοῖς Ἀνακτόροις τὸ χειροφίλημα. Τὸ Ὑπουργικὸν Συμβούλιον μετὰ τῶν ἀνωτέρων ὑπαλλήλων καὶ τῶν ἀξιωματικῶν τῶν διαφόρων σωμάτων θὰ παρακάθησαι πρὸ τοῦ πριγκηπικοῦ ζεύγους, τὸ ὁποῖον θὰ περιστοιχίζεται καὶ ὑπὸ τοῦ Βασιλέως, τῶν ἀρχηγῶν τοῦ στρατιωτικοῦ καὶ πολιτικοῦ οἴκου καὶ τῶν ἐπισήμων. Τὴν ἑσπέραν ἐν τοῖς Ἀνακτόροις ὁ Βασιλεὺς θὰ παραθέσῃ μέγα γεῦμα εἰς τὸ ὁποῖον θὰ παρευρεθῶσιν ἅπασα ἡ Βασιλικὴ Οἰκογένεια, τὸ Ὑπουργικὸν Συμβούλιον, οἱ ἀποστολεῖς καὶ οἱ ἀνώτεροι κληρικοί. Πολὺ πιθανὸν τὸ πρόγραμμα νὰ μεταβληθῇ κατὰ τὰς ὑποβολεῖς τοῦ Βασιλέως. — [346, 424, 558, 651]
arkadia-sub: ΑΔΕΛΦΩΝ ΠΥΡΟΠΟΥΛΩΝ — [1308, 436, 1482, 453]
table-row — [120, 529, 332, 541]
post-title: ΤΑΧΥΔΡΟΜΕΙΟΝ ΑΘΗΝΩΝ — [120, 556, 332, 585]
shop-text: Οἱ γνωστοὶ ἐν τῷ ἐμπορικῷ κόσμῳ ἀδελφοὶ Ἰωάν. Πιππᾶ πωλοῦσι εἰς τὸ ἐμπορικὸν των κατάστημα εἰς τὴν ὁδὸν Ἀθηνᾶς 75 καὶ ἐπὶ τῆς ὁδοῦ Σταδίου ὅλα τὰ εἴδη τοῦ ἐμπορίου. Μόνον δύο ἡμέρας ἀπὸ σήμερον ἕως 8 Ὀκτωβρίου, ἐξ ὧν καὶ ἀργὰ τὰ κατάστημα εἶναι ἀνοικτὸν ἀπὸ τοῦ πρωΐ μέχρι τῆς νυκτὸς. — [798, 995, 1010, 1109]
tailor-text: Μετεφέρθη ἐπὶ τῆς αὐτῆς ὁδοῦ Σταδίου καὶ ὑπ' ἀριθ. 42 οἰκίαν Ι. Λάμπρου, παραπλεύρως Τραπέζης Σκουζὲ καὶ ἔναντι θεάτρου Βαριετὲ ὅπου ἐπιλιοντίζει καὶ τῆς χειμερινῆς περιόδου πλουσιωτάτην συλλογὴν ὑφασμάτων ἐκ τῶν διασημοτέρων ἐργοστασίων Ἀγγλίας. — [1044, 1709, 1520, 1760]
ionian-sub: ΔΙΣΤΟΥΝΗ ΚΑΙ ΓΙΑΝΝΟΥΛΑΤΟΥ — [803, 1148, 1005, 1162]
exchange-title: ΧΡΗΜΑΤΙΣΤΗΡΙΟΝ — [152, 157, 300, 172]
mirror-title: ΕΡΓΟΣΤΑΣΙΑ ΚΑΤΟΠΤΡΩΝ — [1127, 1901, 1437, 1927]
row-value: 384.— — [300, 308, 331, 320]
